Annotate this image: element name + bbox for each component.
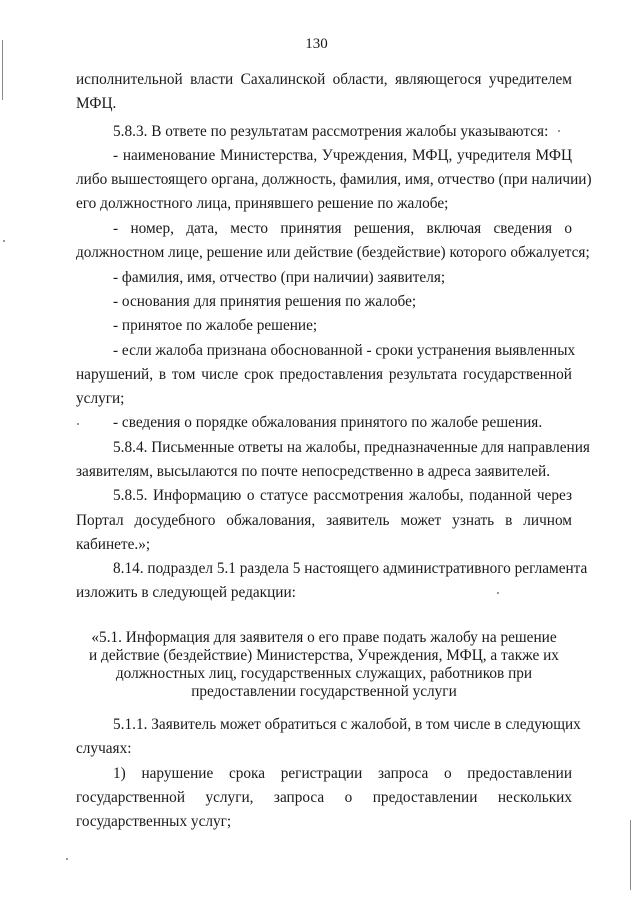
text-line: его должностного лица, принявшего решение по жалобе; bbox=[76, 195, 449, 212]
text-line: 5.1.1. Заявитель может обратиться с жалобой, в том числе в следующих bbox=[113, 716, 581, 733]
text-line: - если жалоба признана обоснованной - сроки устранения выявленных bbox=[113, 342, 576, 359]
scan-speck bbox=[66, 858, 68, 860]
text-line: государственной услуги, запроса о предоставлении нескольких bbox=[76, 789, 572, 806]
text-line: - номер, дата, место принятия решения, включая сведения о bbox=[113, 220, 572, 237]
text-line: 5.8.3. В ответе по результатам рассмотрения жалобы указываются: bbox=[113, 123, 549, 140]
section-heading-line: «5.1. Информация для заявителя о его праве подать жалобу на решение bbox=[91, 629, 557, 646]
text-line: государственных услуг; bbox=[76, 813, 232, 830]
text-line: 5.8.5. Информацию о статусе рассмотрения жалобы, поданной через bbox=[113, 487, 572, 504]
text-line: - принятое по жалобе решение; bbox=[113, 317, 318, 334]
text-line: 5.8.4. Письменные ответы на жалобы, предназначенные для направления bbox=[113, 439, 590, 456]
scan-speck bbox=[77, 423, 79, 425]
text-line: кабинете.»; bbox=[76, 536, 151, 553]
text-line: должностном лице, решение или действие (бездействие) которого обжалуется; bbox=[76, 244, 590, 261]
scan-speck bbox=[3, 240, 5, 242]
scan-speck bbox=[497, 592, 499, 594]
text-line: изложить в следующей редакции: bbox=[76, 584, 296, 601]
text-line: 1) нарушение срока регистрации запроса о предоставлении bbox=[113, 765, 572, 782]
scan-edge-mark bbox=[2, 40, 3, 100]
text-line: - сведения о порядке обжалования принятого по жалобе решения. bbox=[113, 414, 543, 431]
text-line: - основания для принятия решения по жалобе; bbox=[113, 293, 417, 310]
section-heading-line: предоставлении государственной услуги bbox=[191, 683, 457, 700]
section-heading-line: и действие (бездействие) Министерства, Учреждения, МФЦ, а также их bbox=[89, 647, 559, 664]
text-line: заявителям, высылаются по почте непосредственно в адреса заявителей. bbox=[76, 463, 551, 480]
text-line: случаях: bbox=[76, 740, 132, 757]
text-line: - фамилия, имя, отчество (при наличии) заявителя; bbox=[113, 269, 446, 286]
scan-speck bbox=[558, 130, 560, 132]
text-line: МФЦ. bbox=[76, 95, 117, 112]
text-line: - наименование Министерства, Учреждения, МФЦ, учредителя МФЦ bbox=[113, 147, 572, 164]
text-line: 8.14. подраздел 5.1 раздела 5 настоящего административного регламента bbox=[113, 560, 588, 577]
text-line: нарушений, в том числе срок предоставления результата государственной bbox=[76, 366, 572, 383]
scan-edge-mark bbox=[630, 820, 631, 890]
text-line: услуги; bbox=[76, 390, 125, 407]
text-line: Портал досудебного обжалования, заявитель может узнать в личном bbox=[76, 512, 572, 529]
text-line: исполнительной власти Сахалинской области, являющегося учредителем bbox=[76, 71, 572, 88]
section-heading-line: должностных лиц, государственных служащих, работников при bbox=[115, 665, 533, 682]
text-line: либо вышестоящего органа, должность, фамилия, имя, отчество (при наличии) bbox=[76, 171, 592, 188]
page-number: 130 bbox=[305, 36, 328, 52]
